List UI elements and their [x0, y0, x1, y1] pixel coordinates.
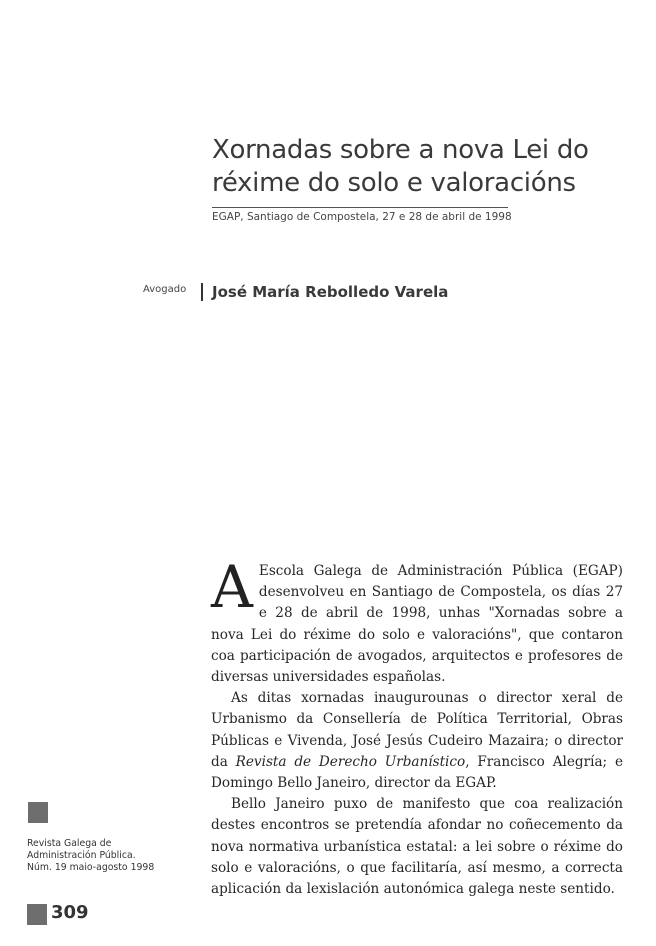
journal-line-1: Revista Galega de: [27, 838, 112, 849]
title-line-1: Xornadas sobre a nova Lei do: [212, 135, 589, 165]
author-separator: [201, 283, 203, 301]
journal-reference: Revista de Derecho Urbanístico: [235, 753, 466, 770]
author-name: José María Rebolledo Varela: [212, 283, 449, 301]
paragraph-3: Bello Janeiro puxo de manifesto que coa realización destes encontros se pretendía afondar no coñecemento da nova normativa urbanística estatal: a lei sobre o réxime do solo e valoracións, o que facilitaría, así mesmo, a correcta aplicación da lexislación autonómica galega neste sentido.: [211, 796, 623, 898]
paragraph-2: [211, 688, 623, 794]
journal-line-2: Administración Pública.: [27, 850, 136, 861]
drop-cap: A: [211, 553, 253, 621]
article-body: [211, 553, 624, 900]
paragraph-1: [211, 553, 623, 688]
author-role: Avogado: [143, 284, 187, 295]
paragraph-1-text: Escola Galega de Administración Pública (EGAP) desenvolveu en Santiago de Compostela, os días 27 e 28 de abril de 1998, unhas "Xornadas sobre a nova Lei do réxime do solo e valoracións", que contaron coa participación de avogados, arquitectos e profesores de diversas universidades españolas.: [211, 563, 623, 686]
paragraph-2-text: As ditas xornadas inaugurounas o director xeral de Urbanismo da Consellería de Política Territorial, Obras Públicas e Vivenda, José Jesús Cudeiro Mazaira; o director da: [211, 690, 623, 770]
title-divider: [212, 207, 508, 208]
page-number: 309: [51, 902, 89, 923]
journal-line-3: Núm. 19 maio-agosto 1998: [27, 862, 155, 873]
page-marker: [27, 904, 47, 925]
title-line-2: réxime do solo e valoracións: [212, 168, 576, 198]
event-line: EGAP, Santiago de Compostela, 27 e 28 de abril de 1998: [212, 211, 512, 223]
journal-info: [27, 838, 154, 874]
journal-marker: [28, 802, 48, 823]
paragraph-2-end: , Francisco Alegría; e Domingo Bello Janeiro, director da EGAP.: [211, 753, 624, 792]
article-title: [212, 134, 612, 200]
